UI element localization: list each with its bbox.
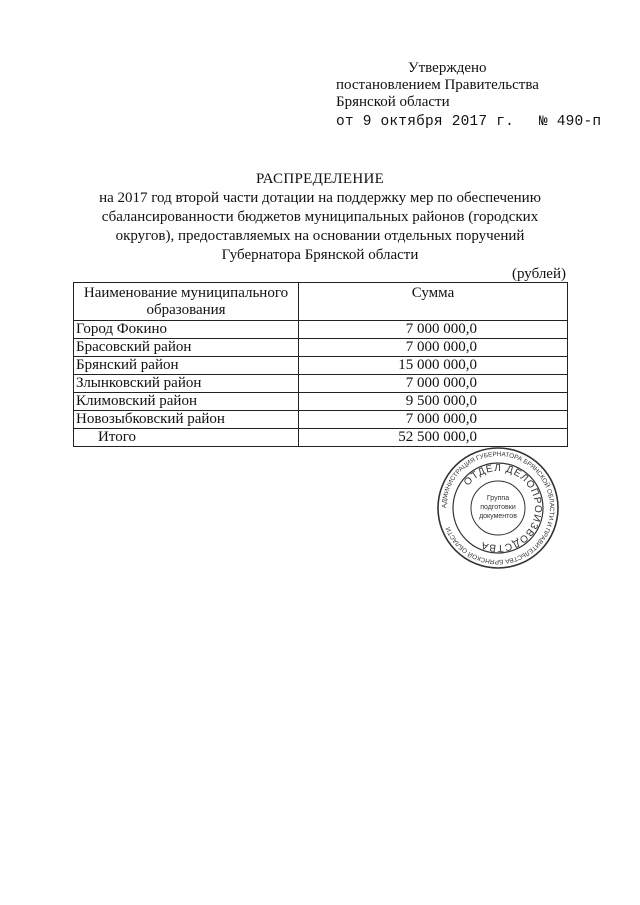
approval-date-line	[336, 114, 601, 131]
row-amount: 7 000 000,0	[299, 321, 568, 339]
column-header-name: Наименование муниципального образования	[74, 283, 299, 321]
document-heading	[60, 170, 580, 265]
table-header-row	[74, 283, 568, 321]
stamp-middle-text: ОТДЕЛ ДЕЛОПРОИЗВОДСТВА	[462, 462, 544, 554]
heading-line-2: сбалансированности бюджетов муниципальных районов (городских	[101, 209, 539, 225]
heading-line-1: на 2017 год второй части дотации на поддержку мер по обеспечению	[99, 190, 541, 206]
heading-line-3: округов), предоставляемых на основании отдельных поручений	[115, 228, 525, 244]
table-row	[74, 339, 568, 357]
approval-line-2: Брянской области	[336, 94, 450, 110]
row-name: Город Фокино	[74, 321, 299, 339]
row-name: Новозыбковский район	[74, 411, 299, 429]
unit-label: (рублей)	[511, 266, 566, 282]
approval-line-1: постановлением Правительства	[336, 77, 539, 93]
approval-title: Утверждено	[408, 60, 487, 76]
stamp-outer-text: АДМИНИСТРАЦИЯ ГУБЕРНАТОРА БРЯНСКОЙ ОБЛАСТИ И ПРАВИТЕЛЬСТВА БРЯНСКОЙ ОБЛАСТИ	[440, 450, 556, 566]
approval-number: № 490-п	[538, 114, 602, 130]
stamp-center-line-3: документов	[479, 513, 517, 520]
stamp-seal	[436, 446, 560, 570]
column-header-amount: Сумма	[299, 283, 568, 321]
row-name: Брасовский район	[74, 339, 299, 357]
table-row	[74, 393, 568, 411]
row-amount: 15 000 000,0	[299, 357, 568, 375]
table-row	[74, 411, 568, 429]
row-amount: 7 000 000,0	[299, 411, 568, 429]
approval-block	[336, 60, 601, 131]
table-row	[74, 375, 568, 393]
official-stamp	[436, 446, 560, 570]
row-name: Злынковский район	[74, 375, 299, 393]
heading-line-4: Губернатора Брянской области	[221, 247, 419, 263]
table-row	[74, 357, 568, 375]
stamp-center-line-1: Группа	[486, 495, 510, 502]
approval-date: от 9 октября 2017 г.	[336, 114, 515, 130]
row-name: Брянский район	[74, 357, 299, 375]
row-amount: 9 500 000,0	[299, 393, 568, 411]
row-amount: 7 000 000,0	[299, 375, 568, 393]
distribution-table	[73, 282, 568, 447]
row-name: Климовский район	[74, 393, 299, 411]
row-amount: 7 000 000,0	[299, 339, 568, 357]
table-row	[74, 321, 568, 339]
total-label: Итого	[74, 429, 299, 447]
total-row	[74, 429, 568, 447]
stamp-center-line-2: подготовки	[480, 504, 516, 511]
document-title: РАСПРЕДЕЛЕНИЕ	[255, 171, 385, 187]
total-amount: 52 500 000,0	[299, 429, 568, 447]
